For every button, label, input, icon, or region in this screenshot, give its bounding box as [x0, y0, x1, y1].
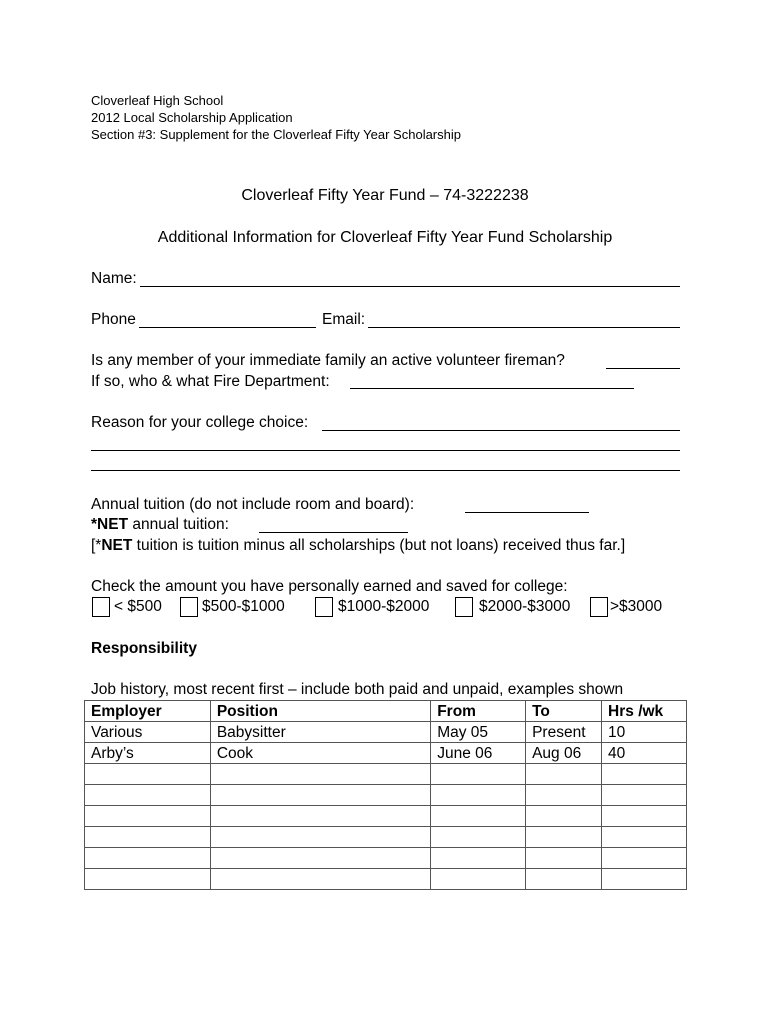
- tuition-label: Annual tuition (do not include room and board):: [91, 496, 415, 513]
- cell-employer[interactable]: [85, 806, 211, 827]
- col-header-to: To: [526, 701, 602, 722]
- cell-to[interactable]: [526, 764, 602, 785]
- job-history-intro: Job history, most recent first – include both paid and unpaid, examples shown: [91, 681, 624, 698]
- email-field[interactable]: [368, 327, 680, 328]
- name-field[interactable]: [140, 286, 680, 287]
- net-tuition-label: [91, 515, 229, 535]
- cell-to[interactable]: [526, 848, 602, 869]
- savings-option-over-3000: >$3000: [610, 598, 663, 615]
- cell-position[interactable]: [210, 848, 430, 869]
- job-history-table: [84, 700, 687, 890]
- cell-position[interactable]: [210, 764, 430, 785]
- cell-from[interactable]: June 06: [431, 743, 526, 764]
- cell-hours[interactable]: [602, 764, 687, 785]
- cell-hours[interactable]: [602, 785, 687, 806]
- table-row: [85, 848, 687, 869]
- cell-position[interactable]: [210, 827, 430, 848]
- college-reason-field-3[interactable]: [91, 470, 680, 471]
- cell-to[interactable]: [526, 806, 602, 827]
- savings-option-500-1000: $500-$1000: [202, 598, 285, 615]
- table-row: [85, 764, 687, 785]
- cell-hours[interactable]: [602, 848, 687, 869]
- cell-position[interactable]: [210, 869, 430, 890]
- cell-employer[interactable]: [85, 869, 211, 890]
- cell-hours[interactable]: 10: [602, 722, 687, 743]
- cell-position[interactable]: Babysitter: [210, 722, 430, 743]
- fire-department-field[interactable]: [350, 388, 634, 389]
- table-row: [85, 743, 687, 764]
- family-fireman-question: Is any member of your immediate family an active volunteer fireman?: [91, 352, 565, 369]
- cell-position[interactable]: [210, 785, 430, 806]
- net-prefix: *NET: [91, 516, 129, 533]
- cell-from[interactable]: [431, 827, 526, 848]
- cell-hours[interactable]: [602, 827, 687, 848]
- cell-to[interactable]: [526, 827, 602, 848]
- job-table-header-row: [85, 701, 687, 722]
- name-label: Name:: [91, 270, 137, 287]
- cell-from[interactable]: [431, 785, 526, 806]
- section-title: Section #3: Supplement for the Cloverleaf Fifty Year Scholarship: [91, 127, 461, 142]
- cell-from[interactable]: [431, 869, 526, 890]
- table-row: [85, 806, 687, 827]
- savings-option-2000-3000: $2000-$3000: [479, 598, 571, 615]
- fire-department-label: If so, who & what Fire Department:: [91, 373, 330, 390]
- family-fireman-field[interactable]: [606, 368, 680, 369]
- cell-hours[interactable]: 40: [602, 743, 687, 764]
- col-header-hours: Hrs /wk: [602, 701, 687, 722]
- cell-hours[interactable]: [602, 869, 687, 890]
- net-tuition-note: [91, 536, 625, 556]
- cell-from[interactable]: May 05: [431, 722, 526, 743]
- cell-position[interactable]: Cook: [210, 743, 430, 764]
- school-name: Cloverleaf High School: [91, 93, 224, 108]
- cell-employer[interactable]: [85, 785, 211, 806]
- college-reason-field-2[interactable]: [91, 450, 680, 451]
- cell-from[interactable]: [431, 764, 526, 785]
- savings-checkbox-500-1000[interactable]: [180, 597, 198, 617]
- net-label-text: annual tuition:: [128, 516, 229, 533]
- responsibility-heading: Responsibility: [91, 640, 197, 657]
- table-row: [85, 827, 687, 848]
- savings-checkbox-under-500[interactable]: [92, 597, 110, 617]
- cell-employer[interactable]: [85, 827, 211, 848]
- application-title: 2012 Local Scholarship Application: [91, 110, 293, 125]
- net-tuition-field[interactable]: [259, 532, 408, 533]
- phone-field[interactable]: [139, 327, 316, 328]
- cell-to[interactable]: Aug 06: [526, 743, 602, 764]
- cell-position[interactable]: [210, 806, 430, 827]
- savings-checkbox-2000-3000[interactable]: [455, 597, 473, 617]
- savings-prompt: Check the amount you have personally earned and saved for college:: [91, 578, 568, 595]
- form-subtitle: Additional Information for Cloverleaf Fifty Year Fund Scholarship: [157, 229, 613, 246]
- cell-employer[interactable]: Various: [85, 722, 211, 743]
- table-row: [85, 869, 687, 890]
- tuition-field[interactable]: [465, 512, 589, 513]
- table-row: [85, 722, 687, 743]
- cell-employer[interactable]: [85, 848, 211, 869]
- col-header-position: Position: [210, 701, 430, 722]
- savings-option-under-500: < $500: [114, 598, 162, 615]
- cell-to[interactable]: [526, 869, 602, 890]
- savings-option-1000-2000: $1000-$2000: [338, 598, 430, 615]
- cell-to[interactable]: Present: [526, 722, 602, 743]
- cell-from[interactable]: [431, 848, 526, 869]
- col-header-from: From: [431, 701, 526, 722]
- email-label: Email:: [322, 311, 366, 328]
- phone-label: Phone: [91, 311, 136, 328]
- cell-to[interactable]: [526, 785, 602, 806]
- college-reason-field-1[interactable]: [322, 430, 680, 431]
- savings-checkbox-1000-2000[interactable]: [315, 597, 333, 617]
- net-note-rest: tuition is tuition minus all scholarships (but not loans) received thus far.]: [132, 537, 626, 554]
- col-header-employer: Employer: [85, 701, 211, 722]
- fund-title: Cloverleaf Fifty Year Fund – 74-3222238: [241, 187, 529, 204]
- savings-checkbox-over-3000[interactable]: [590, 597, 608, 617]
- table-row: [85, 785, 687, 806]
- cell-from[interactable]: [431, 806, 526, 827]
- cell-employer[interactable]: Arby’s: [85, 743, 211, 764]
- net-note-open: [*: [91, 537, 102, 554]
- cell-hours[interactable]: [602, 806, 687, 827]
- cell-employer[interactable]: [85, 764, 211, 785]
- net-note-bold: NET: [101, 537, 133, 554]
- college-reason-label: Reason for your college choice:: [91, 414, 309, 431]
